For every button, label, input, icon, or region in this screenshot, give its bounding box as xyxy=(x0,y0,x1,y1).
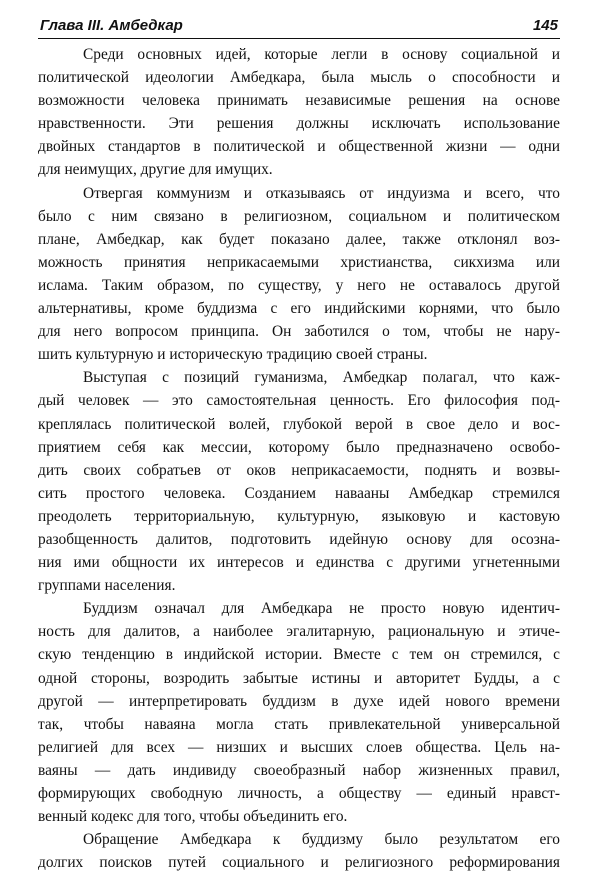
text-line: одной стороны, возродить забытые истины и авторитет Будды, а с xyxy=(38,669,560,687)
text-line: дить своих собратьев от оков неприкасаемости, поднять и возвы- xyxy=(38,461,560,479)
paragraph-4 xyxy=(38,597,560,828)
text-line: сить простого человека. Созданием навааны Амбедкар стремился xyxy=(38,484,560,502)
text-line: креплялась политической волей, глубокой верой в свое дело и вос- xyxy=(38,415,560,433)
text-line: двойных стандартов в политической и общественной жизни — одни xyxy=(38,138,560,156)
text-line: венный кодекс для того, чтобы объединить его. xyxy=(38,808,348,826)
text-line: формирующих свободную личность, а обществу — единый нравст- xyxy=(38,785,560,802)
text-line: альтернативы, кроме буддизма с его индийскими корнями, что было xyxy=(38,300,560,318)
text-line: для неимущих, другие для имущих. xyxy=(38,161,273,179)
text-line: группами населения. xyxy=(38,577,176,595)
paragraph-2 xyxy=(38,182,560,367)
text-line: так, чтобы наваяна могла стать привлекательной универсальной xyxy=(38,715,560,733)
text-line: нравственности. Эти решения должны исключать использование xyxy=(38,115,560,133)
text-line: было с ним связано в религиозном, социальном и политическом xyxy=(38,207,560,225)
chapter-title: Глава III. Амбедкар xyxy=(40,17,183,34)
text-line: для него вопросом принципа. Он заботился о том, чтобы не нару- xyxy=(38,323,560,341)
text-line: религией для всех — низших и высших слоев общества. Цель на- xyxy=(38,738,560,756)
text-line: шить культурную и историческую традицию своей страны. xyxy=(38,346,428,364)
text-line: возможности человека принимать независимые решения на основе xyxy=(38,92,560,110)
text-line: разобщенность далитов, подготовить идейную основу для осозна- xyxy=(38,530,560,548)
text-line: скую тенденцию в индийской истории. Вместе с тем он стремился, с xyxy=(38,646,560,664)
paragraph-3 xyxy=(38,366,560,597)
text-line: Обращение Амбедкара к буддизму было результатом его xyxy=(83,831,560,849)
text-line: Выступая с позиций гуманизма, Амбедкар полагал, что каж- xyxy=(83,369,560,387)
running-header xyxy=(40,14,558,38)
text-line: ния ими общности их интересов и единства с другими угнетенными xyxy=(38,554,560,572)
text-line: ваяны — дать индивиду своеобразный набор жизненных правил, xyxy=(38,761,560,779)
text-line: другой — интерпретировать буддизм в духе идей нового времени xyxy=(38,692,560,710)
text-line: Отвергая коммунизм и отказываясь от индуизма и всего, что xyxy=(83,184,560,202)
text-line: можность принятия неприкасаемыми христианства, сикхизма или xyxy=(38,253,560,271)
text-line: ность для далитов, а наиболее эгалитарную, рациональную и этиче- xyxy=(38,623,560,641)
text-line: приятием себя как мессии, которому было предназначено освобо- xyxy=(38,438,560,456)
text-line: долгих поисков путей социального и религиозного реформирования xyxy=(38,854,560,872)
text-line: ислама. Таким образом, по существу, у него не оставалось другой xyxy=(38,276,560,294)
paragraph-5 xyxy=(38,828,560,874)
header-rule xyxy=(38,38,560,39)
text-line: политической идеологии Амбедкара, была мысль о способности и xyxy=(38,69,560,87)
text-line: плане, Амбедкар, как будет показано далее, также отклонял воз- xyxy=(38,230,560,248)
text-line: Среди основных идей, которые легли в основу социальной и xyxy=(83,46,560,63)
text-line: дый человек — это самостоятельная ценность. Его философия под- xyxy=(38,392,560,410)
body-text xyxy=(38,43,560,874)
text-line: Буддизм означал для Амбедкара не просто новую идентич- xyxy=(83,600,560,618)
page-number: 145 xyxy=(532,17,558,34)
paragraph-1 xyxy=(38,43,560,182)
text-line: преодолеть территориальную, культурную, языковую и кастовую xyxy=(38,507,560,525)
